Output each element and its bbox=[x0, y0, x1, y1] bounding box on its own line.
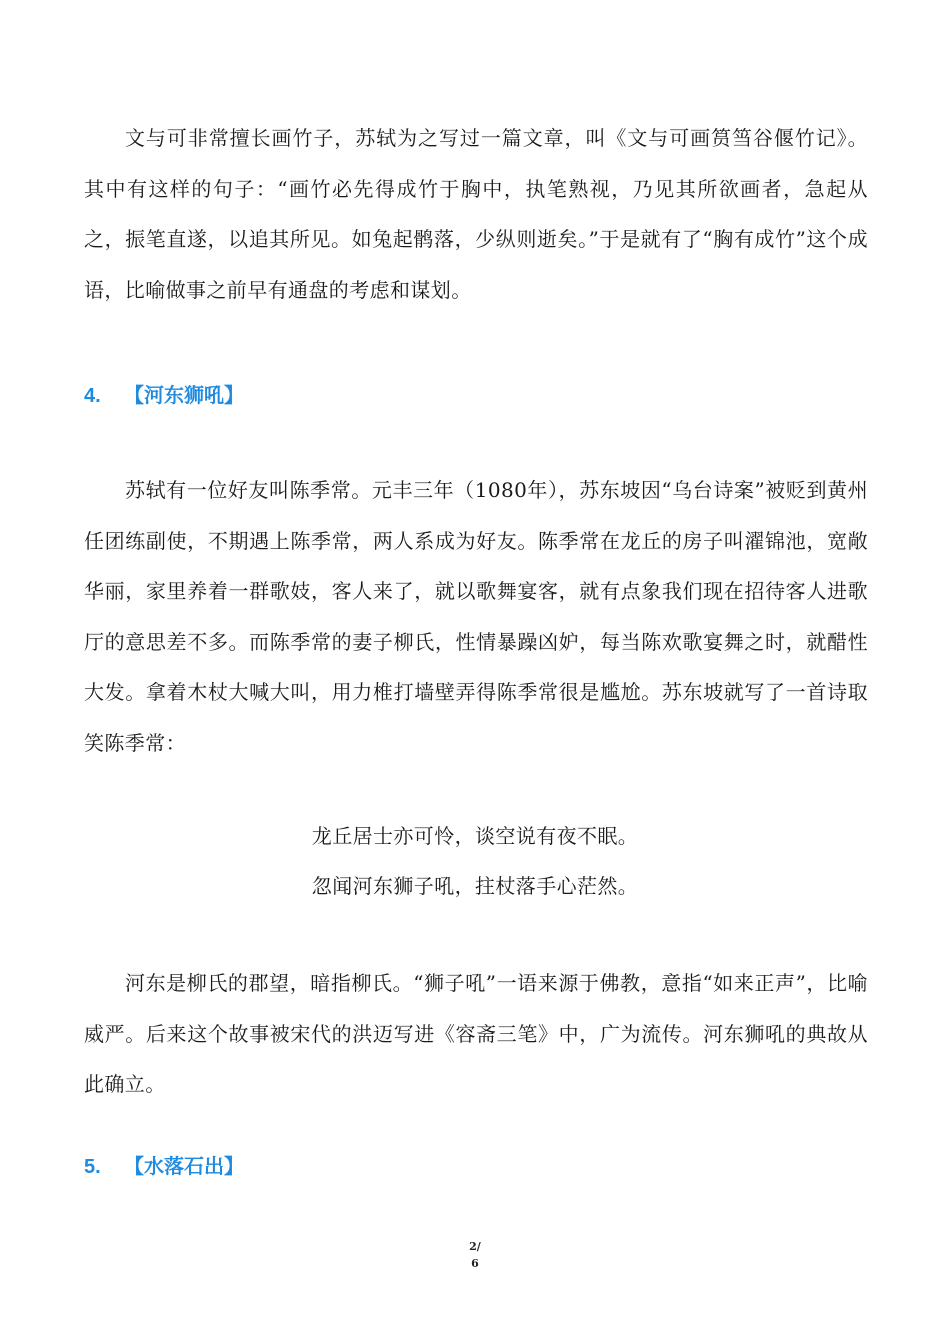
heading-number: 5. bbox=[84, 1156, 101, 1178]
paragraph-hedong-explanation: 河东是柳氏的郡望，暗指柳氏。“狮子吼”一语来源于佛教，意指“如来正声”，比喻威严。后来这个故事被宋代的洪迈写进《容斋三笔》中，广为流传。河东狮吼的典故从此确立。 bbox=[84, 971, 868, 1096]
heading-title: 【河东狮吼】 bbox=[124, 383, 244, 407]
heading-number: 4. bbox=[84, 385, 101, 407]
page-number bbox=[465, 1238, 485, 1272]
poem-line-2: 忽闻河东狮子吼，拄杖落手心茫然。 bbox=[311, 874, 639, 898]
page-number-current: 2/ bbox=[469, 1240, 481, 1253]
section-heading-4 bbox=[84, 381, 244, 410]
page-number-total: 6 bbox=[471, 1257, 479, 1270]
section-heading-5 bbox=[84, 1152, 244, 1181]
poem-line-1: 龙丘居士亦可怜，谈空说有夜不眠。 bbox=[311, 824, 639, 848]
paragraph-chen-jichang: 苏轼有一位好友叫陈季常。元丰三年（1080年），苏东坡因“乌台诗案”被贬到黄州任团练副使，不期遇上陈季常，两人系成为好友。陈季常在龙丘的房子叫濯锦池，宽敞华丽，家里养着一群歌妓，客人来了，就以歌舞宴客，就有点象我们现在招待客人进歌厅的意思差不多。而陈季常的妻子柳氏，性情暴躁凶妒，每当陈欢歌宴舞之时，就醋性大发。拿着木杖大喊大叫，用力椎打墙壁弄得陈季常很是尴尬。苏东坡就写了一首诗取笑陈季常： bbox=[84, 478, 868, 755]
heading-title: 【水落石出】 bbox=[124, 1154, 244, 1178]
paragraph-bamboo-story: 文与可非常擅长画竹子，苏轼为之写过一篇文章，叫《文与可画筼筜谷偃竹记》。其中有这样的句子：“画竹必先得成竹于胸中，执笔熟视，乃见其所欲画者，急起从之，振笔直遂，以追其所见。如兔起鹘落，少纵则逝矣。”于是就有了“胸有成竹”这个成语，比喻做事之前早有通盘的考虑和谋划。 bbox=[84, 126, 868, 302]
